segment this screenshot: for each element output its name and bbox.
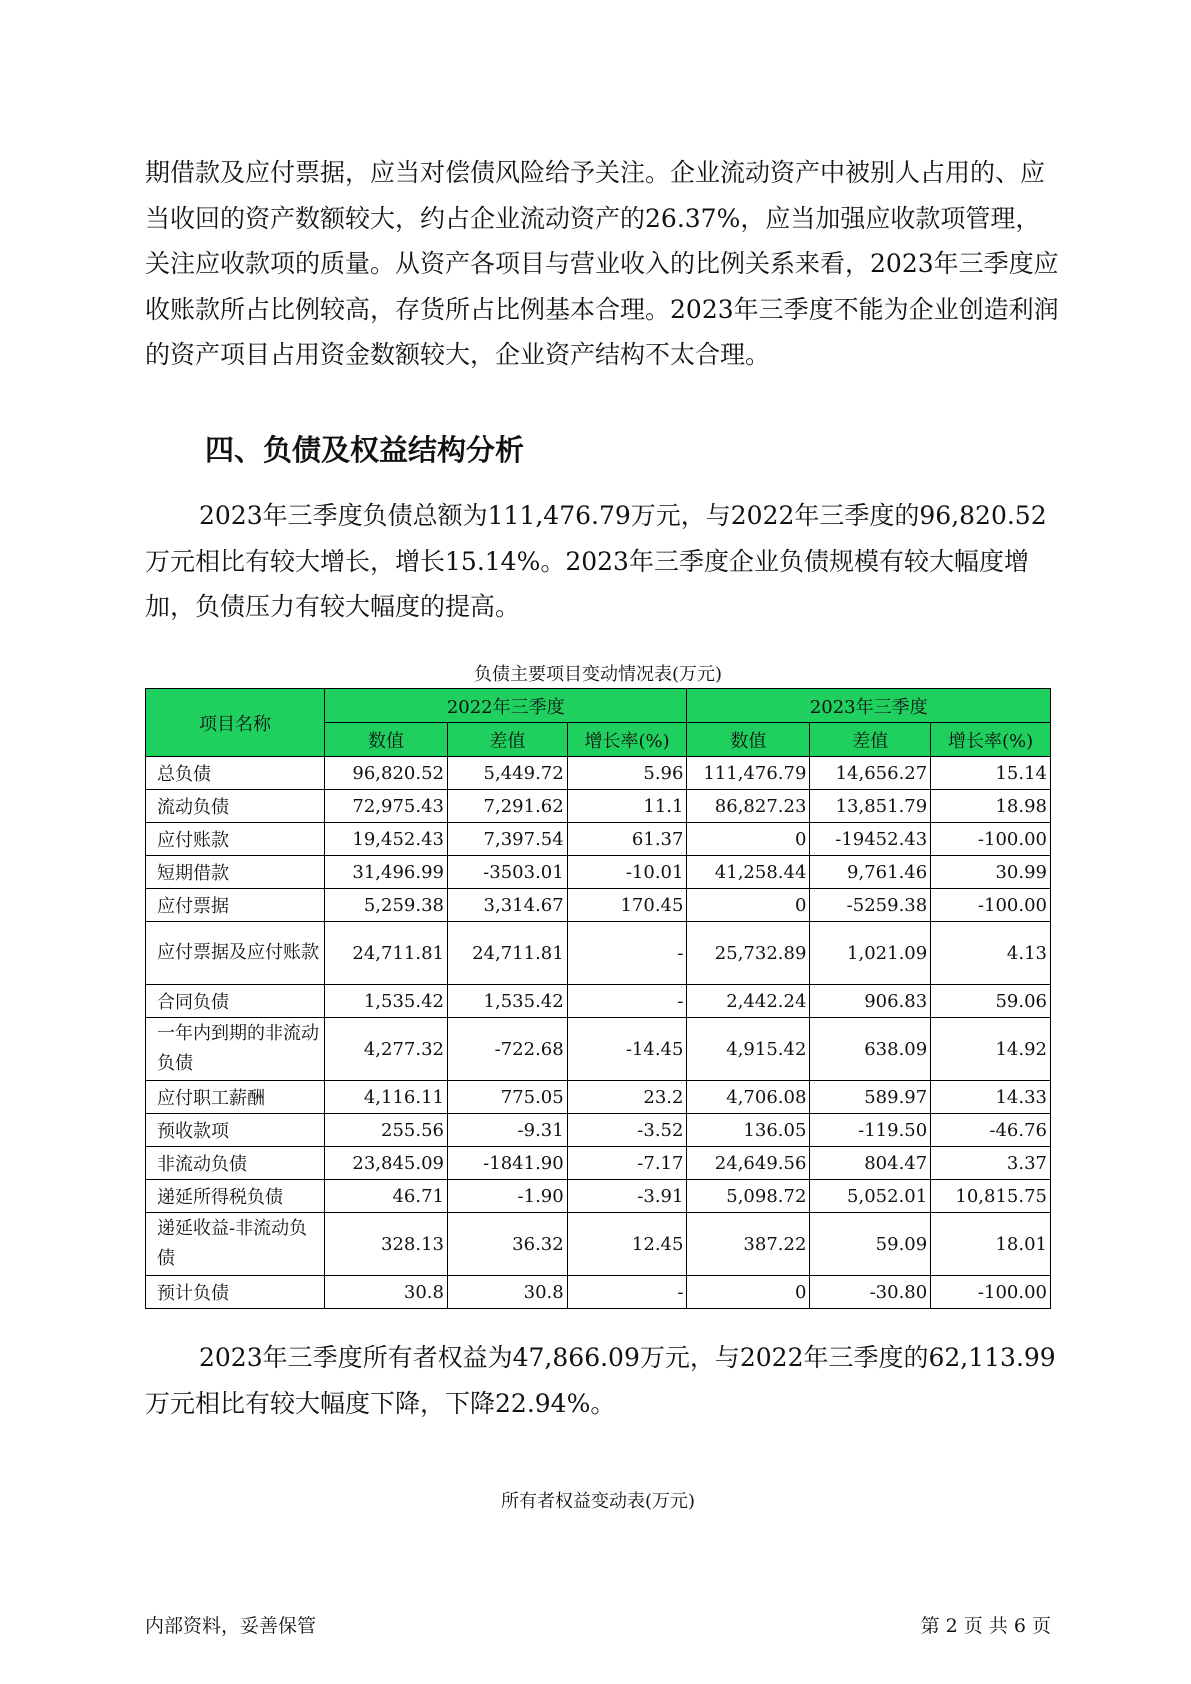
liabilities-table-body — [146, 757, 1051, 1309]
value-2022-cell: 1,535.42 — [325, 985, 448, 1018]
header-period-2023: 2023年三季度 — [687, 689, 1051, 723]
diff-2022-cell: -3503.01 — [447, 856, 567, 889]
header-item-name: 项目名称 — [146, 689, 325, 757]
growth-2022-cell: 12.45 — [567, 1213, 687, 1276]
item-name-cell: 递延所得税负债 — [146, 1180, 325, 1213]
item-name-cell: 递延收益-非流动负债 — [146, 1213, 325, 1276]
value-2023-cell: 25,732.89 — [687, 922, 810, 985]
growth-2022-cell: -3.91 — [567, 1180, 687, 1213]
value-2023-cell: 0 — [687, 889, 810, 922]
diff-2023-cell: 14,656.27 — [810, 757, 931, 790]
value-2022-cell: 4,277.32 — [325, 1018, 448, 1081]
item-name-cell: 应付职工薪酬 — [146, 1081, 325, 1114]
growth-2023-cell: -100.00 — [931, 889, 1051, 922]
growth-2023-cell: 18.01 — [931, 1213, 1051, 1276]
diff-2022-cell: 1,535.42 — [447, 985, 567, 1018]
header-diff-2022: 差值 — [447, 723, 567, 757]
value-2023-cell: 0 — [687, 823, 810, 856]
header-period-2022: 2022年三季度 — [325, 689, 687, 723]
growth-2023-cell: 30.99 — [931, 856, 1051, 889]
value-2022-cell: 19,452.43 — [325, 823, 448, 856]
item-name-cell: 预收款项 — [146, 1114, 325, 1147]
growth-2023-cell: -100.00 — [931, 1276, 1051, 1309]
diff-2023-cell: 5,052.01 — [810, 1180, 931, 1213]
header-value-2023: 数值 — [687, 723, 810, 757]
intro-paragraph: 期借款及应付票据，应当对偿债风险给予关注。企业流动资产中被别人占用的、应当收回的资产数额较大，约占企业流动资产的26.37%，应当加强应收款项管理，关注应收款项的质量。从资产各项目与营业收入的比例关系来看，2023年三季度应收账款所占比例较高，存货所占比例基本合理。2023年三季度不能为企业创造利润的资产项目占用资金数额较大，企业资产结构不太合理。 — [145, 158, 1059, 369]
diff-2023-cell: -30.80 — [810, 1276, 931, 1309]
value-2022-cell: 46.71 — [325, 1180, 448, 1213]
item-name-cell: 非流动负债 — [146, 1147, 325, 1180]
growth-2022-cell: - — [567, 922, 687, 985]
diff-2022-cell: 5,449.72 — [447, 757, 567, 790]
diff-2022-cell: -9.31 — [447, 1114, 567, 1147]
value-2022-cell: 5,259.38 — [325, 889, 448, 922]
growth-2023-cell: 14.33 — [931, 1081, 1051, 1114]
growth-2022-cell: 23.2 — [567, 1081, 687, 1114]
diff-2023-cell: 59.09 — [810, 1213, 931, 1276]
liabilities-table — [145, 688, 1051, 1309]
growth-2023-cell: -46.76 — [931, 1114, 1051, 1147]
growth-2023-cell: 4.13 — [931, 922, 1051, 985]
diff-2023-cell: 1,021.09 — [810, 922, 931, 985]
diff-2022-cell: -1.90 — [447, 1180, 567, 1213]
value-2023-cell: 111,476.79 — [687, 757, 810, 790]
table-row — [146, 1213, 1051, 1276]
growth-2023-cell: 59.06 — [931, 985, 1051, 1018]
diff-2023-cell: -19452.43 — [810, 823, 931, 856]
diff-2022-cell: 775.05 — [447, 1081, 567, 1114]
diff-2023-cell: 589.97 — [810, 1081, 931, 1114]
value-2022-cell: 328.13 — [325, 1213, 448, 1276]
value-2022-cell: 30.8 — [325, 1276, 448, 1309]
growth-2022-cell: -3.52 — [567, 1114, 687, 1147]
value-2022-cell: 31,496.99 — [325, 856, 448, 889]
header-growth-2022: 增长率(%) — [567, 723, 687, 757]
diff-2023-cell: 9,761.46 — [810, 856, 931, 889]
diff-2023-cell: 638.09 — [810, 1018, 931, 1081]
value-2023-cell: 4,706.08 — [687, 1081, 810, 1114]
table-caption-liabilities: 负债主要项目变动情况表(万元) — [473, 664, 723, 685]
diff-2022-cell: 36.32 — [447, 1213, 567, 1276]
value-2023-cell: 0 — [687, 1276, 810, 1309]
equity-paragraph: 2023年三季度所有者权益为47,866.09万元，与2022年三季度的62,113.99万元相比有较大幅度下降，下降22.94%。 — [145, 1343, 1056, 1418]
diff-2022-cell: 30.8 — [447, 1276, 567, 1309]
growth-2022-cell: 170.45 — [567, 889, 687, 922]
growth-2022-cell: 5.96 — [567, 757, 687, 790]
table-row — [146, 985, 1051, 1018]
item-name-cell: 应付账款 — [146, 823, 325, 856]
header-diff-2023: 差值 — [810, 723, 931, 757]
diff-2022-cell: 7,397.54 — [447, 823, 567, 856]
table-row — [146, 1180, 1051, 1213]
item-name-cell: 一年内到期的非流动负债 — [146, 1018, 325, 1081]
value-2023-cell: 86,827.23 — [687, 790, 810, 823]
item-name-cell: 总负债 — [146, 757, 325, 790]
table-row — [146, 790, 1051, 823]
table-row — [146, 823, 1051, 856]
item-name-cell: 应付票据 — [146, 889, 325, 922]
value-2022-cell: 24,711.81 — [325, 922, 448, 985]
growth-2022-cell: 61.37 — [567, 823, 687, 856]
table-row — [146, 1147, 1051, 1180]
growth-2022-cell: -10.01 — [567, 856, 687, 889]
table-row — [146, 1276, 1051, 1309]
item-name-cell: 应付票据及应付账款 — [146, 922, 325, 985]
growth-2023-cell: 3.37 — [931, 1147, 1051, 1180]
value-2022-cell: 72,975.43 — [325, 790, 448, 823]
diff-2022-cell: -722.68 — [447, 1018, 567, 1081]
value-2023-cell: 41,258.44 — [687, 856, 810, 889]
diff-2023-cell: -119.50 — [810, 1114, 931, 1147]
header-growth-2023: 增长率(%) — [931, 723, 1051, 757]
diff-2022-cell: 7,291.62 — [447, 790, 567, 823]
item-name-cell: 预计负债 — [146, 1276, 325, 1309]
diff-2023-cell: 906.83 — [810, 985, 931, 1018]
item-name-cell: 短期借款 — [146, 856, 325, 889]
header-value-2022: 数值 — [325, 723, 448, 757]
value-2023-cell: 4,915.42 — [687, 1018, 810, 1081]
table-row — [146, 1114, 1051, 1147]
value-2022-cell: 4,116.11 — [325, 1081, 448, 1114]
value-2023-cell: 24,649.56 — [687, 1147, 810, 1180]
liability-paragraph: 2023年三季度负债总额为111,476.79万元，与2022年三季度的96,820.52万元相比有较大增长，增长15.14%。2023年三季度企业负债规模有较大幅度增加，负债压力有较大幅度的提高。 — [145, 501, 1047, 621]
item-name-cell: 流动负债 — [146, 790, 325, 823]
growth-2023-cell: 18.98 — [931, 790, 1051, 823]
section-heading: 四、负债及权益结构分析 — [205, 433, 525, 467]
table-row — [146, 922, 1051, 985]
growth-2023-cell: 10,815.75 — [931, 1180, 1051, 1213]
diff-2022-cell: 3,314.67 — [447, 889, 567, 922]
table-row — [146, 856, 1051, 889]
value-2023-cell: 2,442.24 — [687, 985, 810, 1018]
growth-2023-cell: 14.92 — [931, 1018, 1051, 1081]
value-2022-cell: 23,845.09 — [325, 1147, 448, 1180]
table-row — [146, 889, 1051, 922]
table-row — [146, 1081, 1051, 1114]
item-name-cell: 合同负债 — [146, 985, 325, 1018]
value-2022-cell: 255.56 — [325, 1114, 448, 1147]
value-2022-cell: 96,820.52 — [325, 757, 448, 790]
diff-2022-cell: -1841.90 — [447, 1147, 567, 1180]
growth-2023-cell: 15.14 — [931, 757, 1051, 790]
value-2023-cell: 387.22 — [687, 1213, 810, 1276]
footer-confidential-note: 内部资料，妥善保管 — [145, 1615, 317, 1637]
table-row — [146, 757, 1051, 790]
growth-2022-cell: -7.17 — [567, 1147, 687, 1180]
growth-2023-cell: -100.00 — [931, 823, 1051, 856]
growth-2022-cell: - — [567, 1276, 687, 1309]
diff-2022-cell: 24,711.81 — [447, 922, 567, 985]
diff-2023-cell: -5259.38 — [810, 889, 931, 922]
table-row — [146, 1018, 1051, 1081]
growth-2022-cell: - — [567, 985, 687, 1018]
diff-2023-cell: 13,851.79 — [810, 790, 931, 823]
table-caption-equity: 所有者权益变动表(万元) — [500, 1491, 696, 1512]
growth-2022-cell: 11.1 — [567, 790, 687, 823]
diff-2023-cell: 804.47 — [810, 1147, 931, 1180]
value-2023-cell: 5,098.72 — [687, 1180, 810, 1213]
growth-2022-cell: -14.45 — [567, 1018, 687, 1081]
footer-page-number: 第 2 页 共 6 页 — [920, 1615, 1051, 1637]
value-2023-cell: 136.05 — [687, 1114, 810, 1147]
